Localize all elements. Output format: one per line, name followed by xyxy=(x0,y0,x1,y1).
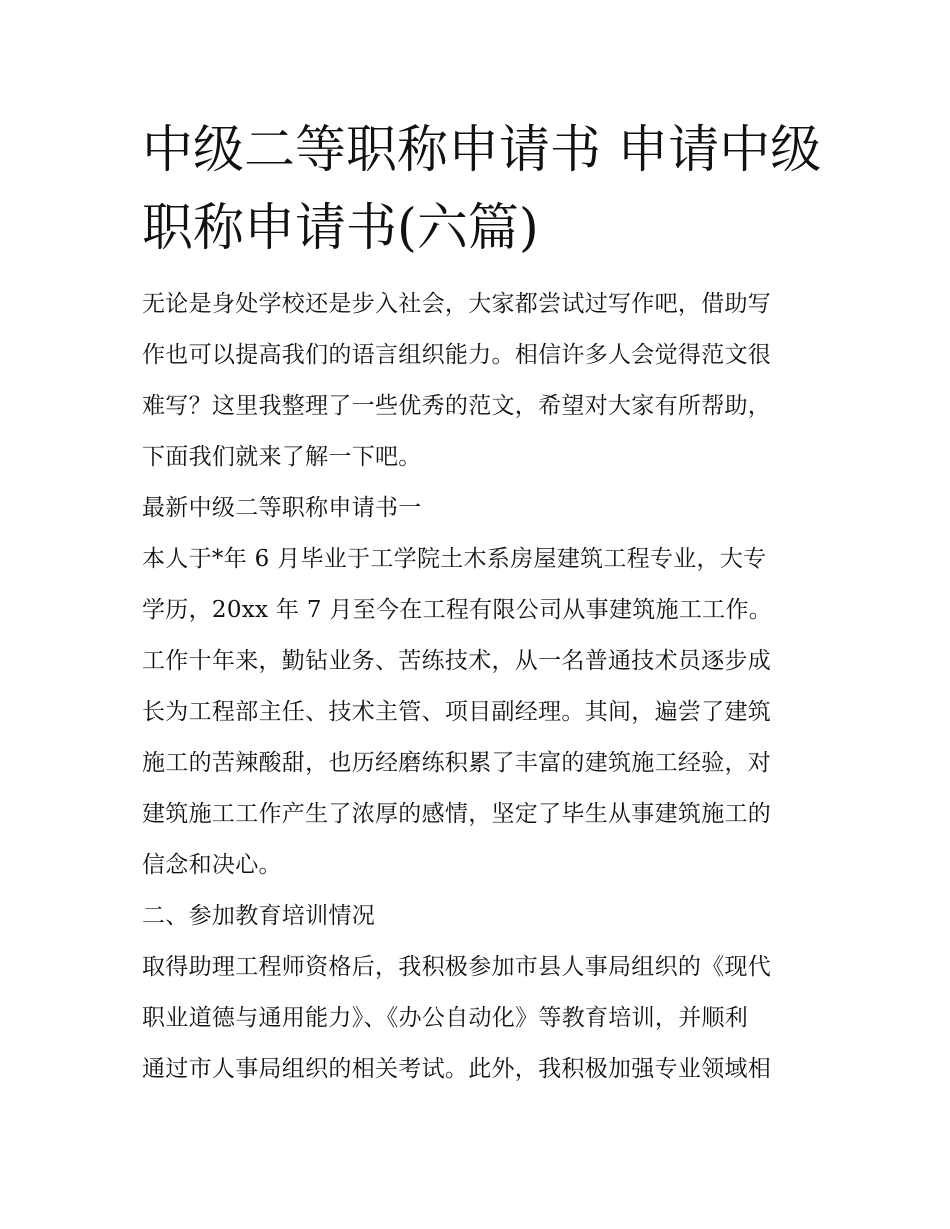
title-line: 职称申请书(六篇) xyxy=(142,199,539,258)
body-line: 工作十年来，勤钻业务、苦练技术，从一名普通技术员逐步成 xyxy=(142,648,772,674)
body-line: 作也可以提高我们的语言组织能力。相信许多人会觉得范文很 xyxy=(142,342,772,368)
section-heading: 二、参加教育培训情况 xyxy=(142,903,375,929)
body-line: 施工的苦辣酸甜，也历经磨练积累了丰富的建筑施工经验，对 xyxy=(142,750,772,776)
body-line: 建筑施工工作产生了浓厚的感情，坚定了毕生从事建筑施工的 xyxy=(142,801,772,827)
body-line: 难写？这里我整理了一些优秀的范文，希望对大家有所帮助， xyxy=(142,393,772,419)
body-line: 职业道德与通用能力》、《办公自动化》等教育培训，并顺利 xyxy=(142,1005,749,1031)
body-line: 通过市人事局组织的相关考试。此外，我积极加强专业领域相 xyxy=(142,1056,772,1082)
body-line: 学历，20xx 年 7 月至今在工程有限公司从事建筑施工工作。 xyxy=(142,597,773,623)
body-line: 无论是身处学校还是步入社会，大家都尝试过写作吧，借助写 xyxy=(142,291,772,317)
document-page xyxy=(142,112,822,1095)
body-line: 下面我们就来了解一下吧。 xyxy=(142,444,422,470)
document-title xyxy=(142,112,822,268)
title-line: 中级二等职称申请书 申请中级 xyxy=(142,121,822,180)
body-line: 信念和决心。 xyxy=(142,852,282,878)
document-body xyxy=(142,279,818,1095)
section-heading: 最新中级二等职称申请书一 xyxy=(142,495,422,521)
body-line: 本人于*年 6 月毕业于工学院土木系房屋建筑工程专业，大专 xyxy=(142,546,767,572)
body-line: 取得助理工程师资格后，我积极参加市县人事局组织的《现代 xyxy=(142,954,772,980)
body-line: 长为工程部主任、技术主管、项目副经理。其间，遍尝了建筑 xyxy=(142,699,772,725)
